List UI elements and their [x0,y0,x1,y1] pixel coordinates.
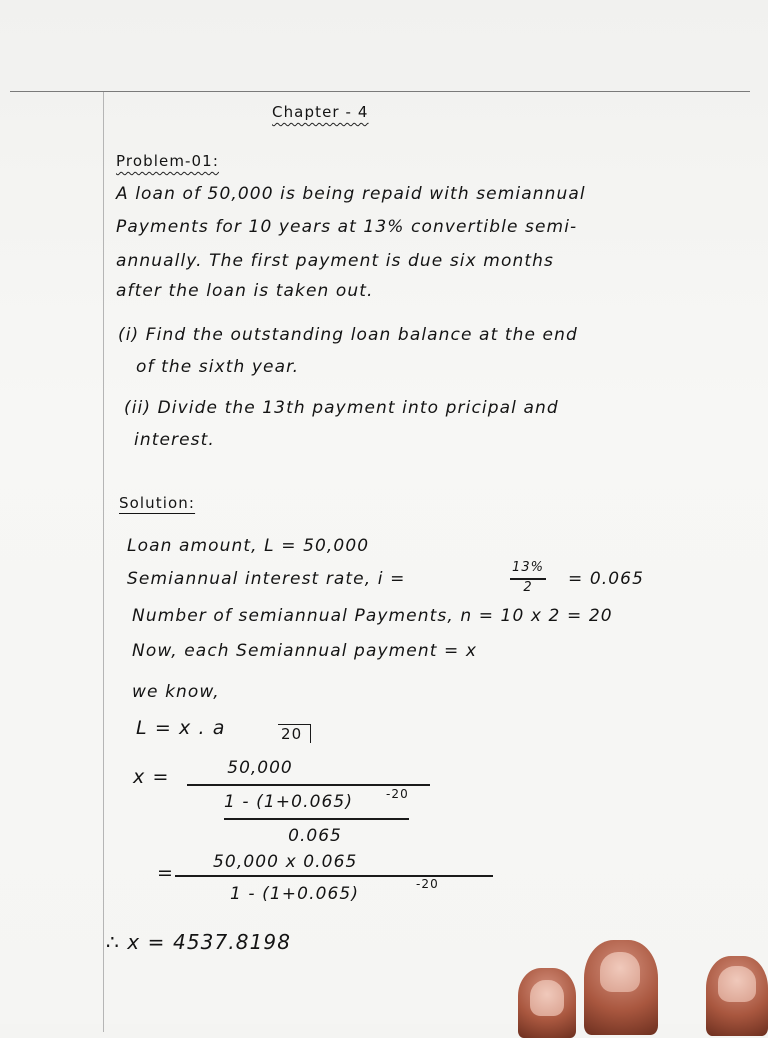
fraction1-exponent: -20 [386,787,409,801]
fraction1-bottom: 0.065 [288,826,342,846]
problem-line-3: annually. The first payment is due six months [116,251,554,271]
each-payment-line: Now, each Semiannual payment = x [132,641,478,661]
equals-sign-2: = [157,862,175,884]
top-rule-line [10,91,750,92]
fraction1-denominator: 1 - (1+0.065) [224,792,354,812]
fraction2-exponent: -20 [416,877,439,891]
problem-heading: Problem-01: [116,152,219,170]
finger-left [518,968,576,1038]
fingernail-right [718,966,756,1002]
problem-line-4: after the loan is taken out. [116,281,374,301]
result-line: ∴ x = 4537.8198 [106,930,292,954]
margin-line [103,92,104,1032]
chapter-title: Chapter - 4 [272,103,369,121]
rate-numerator: 13% [512,560,544,575]
payments-count-line: Number of semiannual Payments, n = 10 x 2 = 20 [132,606,613,626]
fraction1-inner-bar [224,818,409,820]
fraction1-numerator: 50,000 [227,758,293,778]
fingernail-left [530,980,564,1016]
finger-middle [584,940,658,1035]
fraction1-main-bar [187,784,430,786]
rate-line-right: = 0.065 [568,569,645,589]
rate-line-left: Semiannual interest rate, i = [127,569,406,589]
finger-right [706,956,768,1036]
question-2-line-1: (ii) Divide the 13th payment into pricipal and [124,398,559,418]
fingernail-middle [600,952,640,992]
we-know-line: we know, [132,682,220,702]
question-2-line-2: interest. [134,430,215,450]
x-equals-label: x = [133,766,170,788]
fraction2-denominator: 1 - (1+0.065) [230,884,360,904]
problem-line-2: Payments for 10 years at 13% convertible semi- [116,217,578,237]
fraction2-numerator: 50,000 x 0.065 [213,852,358,872]
solution-heading: Solution: [119,494,196,512]
question-1-line-1: (i) Find the outstanding loan balance at the end [118,325,578,345]
annuity-subscript: 20 [281,725,303,743]
problem-line-1: A loan of 50,000 is being repaid with semiannual [116,184,586,204]
rate-denominator: 2 [523,580,533,595]
fraction2-bar [175,875,493,877]
loan-amount-line: Loan amount, L = 50,000 [127,536,370,556]
annuity-equation: L = x . a [136,717,226,739]
question-1-line-2: of the sixth year. [136,357,300,377]
